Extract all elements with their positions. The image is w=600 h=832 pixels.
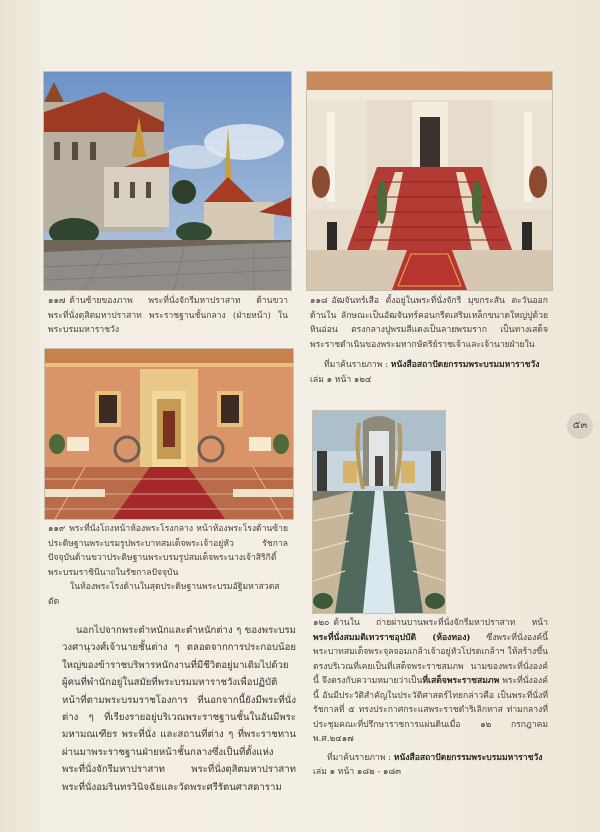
caption-bold-term: ที่เสด็จพระราชสมภพ [422,676,500,686]
caption-number: ๑๑๗ [48,296,66,306]
reference-title: หนังสือสถาปัตยกรรมพระบรมมหาราชวัง [390,360,540,370]
reference-title: หนังสือสถาปัตยกรรมพระบรมมหาราชวัง [393,752,543,763]
photo-palace-exterior [43,71,292,291]
page-number-badge: ๕๓ [567,413,593,439]
reference-label: ที่มาค้นรายภาพ : [327,752,392,763]
reference-label: ที่มาค้นรายภาพ : [324,360,389,370]
caption-text-part: พระที่นั่งองค์นี้ อันมีประวัติสำคัญในประวัติศาสตร์ไทยกล่าวคือ เป็นพระที่นั่งที่รัชกาลที่ ๕ ทรงประกาศกระแสพระราชดำริเลิกทาส ท่ามกลางที่ประชุมคณะที่ปรึกษาราชการแผ่นดินเมื่อ ๑๒ กรกฎาคม พ.ศ.๒๔๑๗ [313,676,548,744]
caption-number: ๑๑๘ [310,296,328,306]
reference-pages: เล่ม ๑ หน้า ๑๘๒ - ๑๘๓ [313,767,401,777]
caption-extra: ในห้องพระโรงด้านในสุดประดิษฐานพระบรมอัฐิมหาสวดสตัด [48,582,280,607]
caption-118 [310,294,548,387]
caption-text: พระที่นั่งโถงหน้าห้องพระโรงกลาง หน้าห้องพระโรงด้านซ้ายประดิษฐานพระบรมรูปพระบาทสมเด็จพระเจ้าอยู่หัว รัชกาลปัจจุบันด้านขวาประดิษฐานพระบรมรูปสมเด็จพระนางเจ้าสิริกิติ์ พระบรมราชินีนาถในรัชกาลปัจจุบัน [48,524,288,578]
caption-text-part: ด้านใน ถ่ายผ่านบานพระที่นั่งจักรีมหาปราสาท หน้า [333,618,548,628]
caption-text: อัฒจันทร์เสือ ตั้งอยู่ในพระที่นั่งจักรี มุขกระสัน ตะวันออก ด้านใน ลักษณะเป็นอัฒจันทร์คอนกรีตเสริมเหล็กขนาดใหญ่ปูด้วยหินอ่อน ตรงกลางปูพรมสีแดงเป็นลายพรมราก เป็นทางเสด็จพระราชดำเนินของพระมหากษัตริย์ราชเจ้าและเจ้านายฝ่ายใน [310,296,548,350]
caption-117 [48,294,288,338]
body-text: นอกไปจากพระตำหนักและตำหนักต่าง ๆ ของพระบรมวงศานุวงศ์เจ้านายชั้นต่าง ๆ ตลอดจากการประกอบน้อยใหญ่ของข้าราชบริพารหนักงานที่มีชีวิตอยู่มาเดิมไปด้วยผู้คนที่พำนักอยู่ในสมัยที่พระบรมมหาราชวังเพื่อปฏิบัติหน้าที่ตามพระบรมราชโองการ ที่นอกจากนี้ยังมีพระที่นั่งต่าง ๆ ที่เรียงรายอยู่บริเวณพระราชฐานชั้นในอันมีพระมหามณเฑียร พระที่นั่ง และสถานที่ต่าง ๆ ที่พระราชทานผ่านมาพระราชฐานฝ่ายหน้าชั้นกลางซึ่งเป็นที่ตั้งแห่งพระที่นั่งจักรีมหาปราสาท พระที่นั่งดุสิตมหาปราสาท พระที่นั่งอมรินทรวินิจฉัยและวัดพระศรีรัตนศาสดาราม [62,625,296,793]
caption-119 [48,522,288,609]
caption-120 [313,616,548,780]
photo-interior-pool [312,410,446,614]
photo-throne-hall-antechamber [44,348,294,520]
reference-pages: เล่ม ๑ หน้า ๑๒๔ [310,374,372,385]
caption-bold-name: พระที่นั่งสมมติเทวราชอุปบัติ (ห้องทอง) [313,632,471,643]
caption-number: ๑๑๙ [48,524,66,534]
body-paragraph [62,622,296,796]
caption-text: ด้านซ้ายของภาพ พระที่นั่งจักรีมหาปราสาท ด้านขวาพระที่นั่งดุสิตมหาปราสาท พระราชฐานชั้นกลาง (ฝ่ายหน้า) ในพระบรมมหาราชวัง [48,296,288,335]
photo-grand-staircase [306,71,553,291]
caption-number: ๑๒๐ [313,618,330,628]
caption-text-part: ซึ่งพระที่นั่งองค์นี้ พระบาทสมเด็จพระจุลจอมเกล้าเจ้าอยู่หัวโปรดเกล้าฯ ให้สร้างขึ้นตรงบริเวณที่เคยเป็นที่เสด็จพระราชสมภพ นามของพระที่นั่งองค์นี้ จึงตรงกับความหมายว่าเป็น [313,632,548,686]
